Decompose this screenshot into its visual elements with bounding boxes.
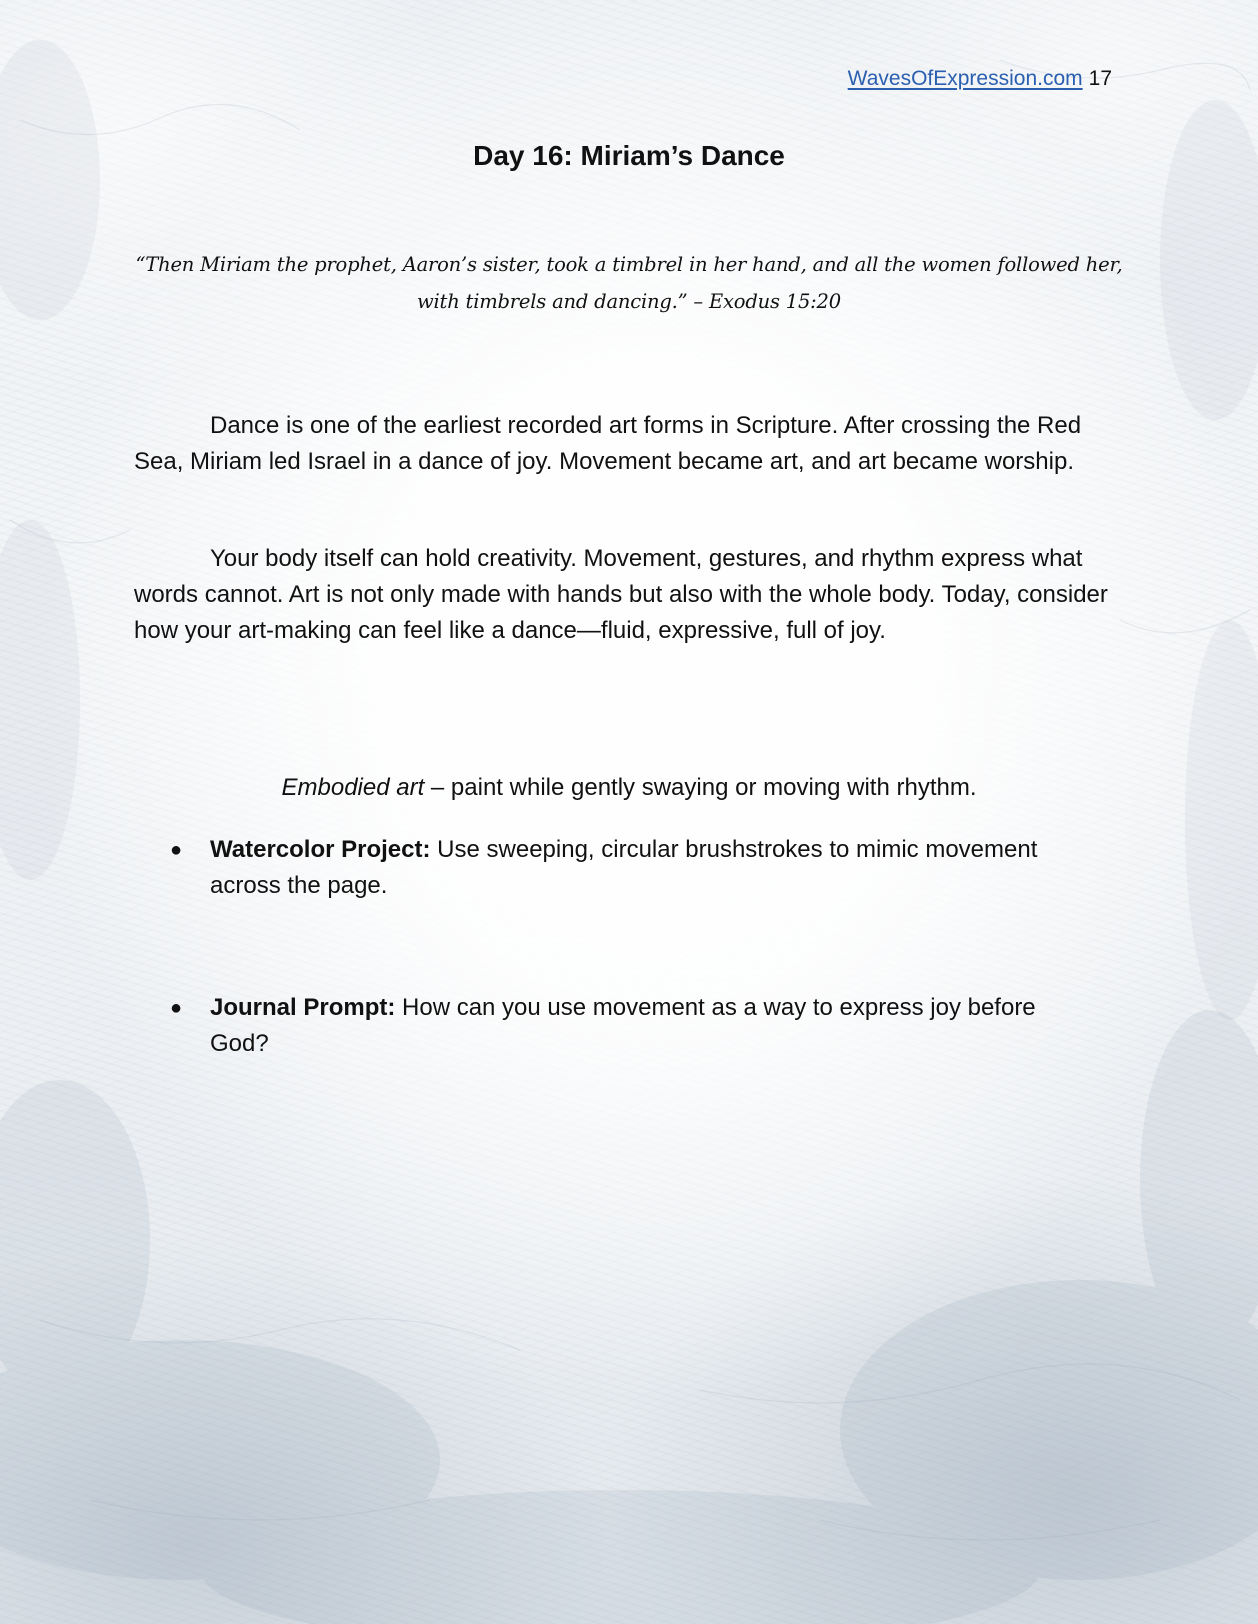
activity-emphasis: Embodied art: [281, 774, 425, 801]
website-link[interactable]: WavesOfExpression.com: [847, 67, 1083, 90]
list-item-label: Watercolor Project:: [210, 836, 431, 863]
scripture-verse: “Then Miriam the prophet, Aaron’s sister, took a timbrel in her hand, and all the women followed her, with timbrels and dancing.” – Exodus 15:20: [135, 253, 1123, 313]
list-item-text: [210, 990, 1070, 1062]
page-title: Day 16: Miriam’s Dance: [473, 140, 785, 171]
list-item-description: Use sweeping, circular brushstrokes to mimic movement across the page.: [210, 836, 1038, 899]
activity-text: – paint while gently swaying or moving with rhythm.: [424, 774, 977, 801]
body-paragraph-1: [134, 408, 1134, 480]
list-item-text: [210, 832, 1070, 904]
page-header: [848, 64, 1112, 94]
list-item-description: How can you use movement as a way to express joy before God?: [210, 994, 1036, 1057]
list-item-label: Journal Prompt:: [210, 994, 396, 1021]
paragraph-text: Dance is one of the earliest recorded art forms in Scripture. After crossing the Red Sea, Miriam led Israel in a dance of joy. Movement became art, and art became worship.: [134, 412, 1082, 475]
bullet-icon: ●: [170, 997, 183, 1019]
body-paragraph-2: [134, 541, 1134, 649]
bullet-icon: ●: [170, 839, 183, 861]
paragraph-text: Your body itself can hold creativity. Movement, gestures, and rhythm express what words cannot. Art is not only made with hands but also with the whole body. Today, consider how your art-making can feel like a dance—fluid, expressive, full of joy.: [134, 545, 1108, 644]
page-number: 17: [1088, 67, 1112, 90]
activity-line: [0, 770, 1258, 806]
list-item-watercolor-project: [170, 832, 1070, 904]
list-item-journal-prompt: [170, 990, 1070, 1062]
